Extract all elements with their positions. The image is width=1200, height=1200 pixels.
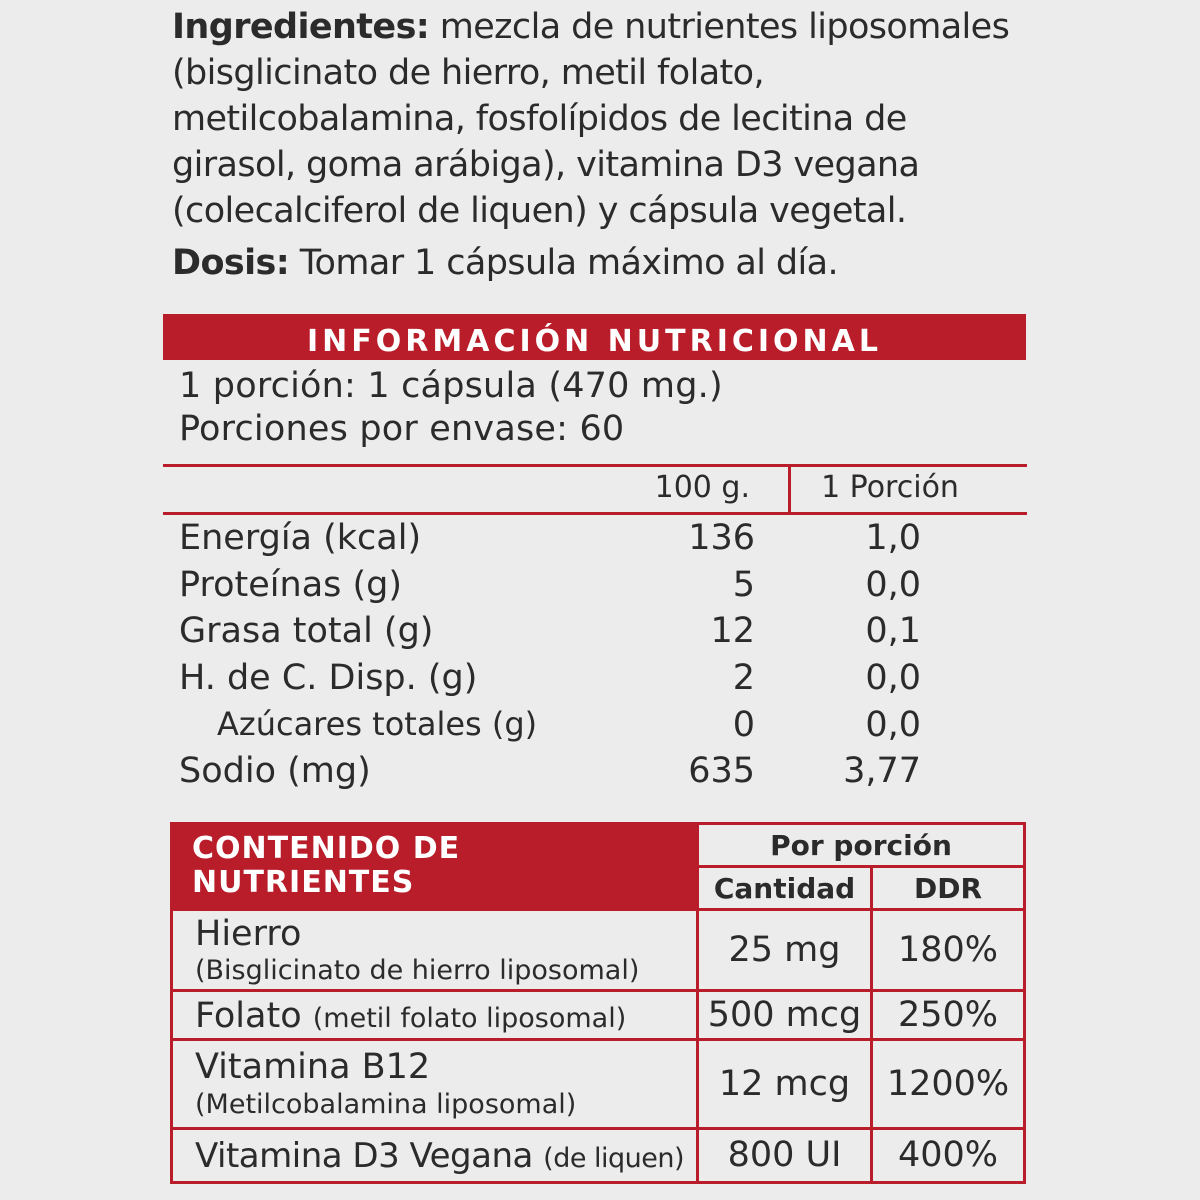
nutrition-header: INFORMACIÓN NUTRICIONAL xyxy=(163,314,1026,360)
column-portion: 1 Porción xyxy=(821,470,959,505)
nutrient-name: Vitamina B12 xyxy=(195,1047,431,1087)
nutrition-row xyxy=(179,611,979,657)
nutrition-row xyxy=(179,705,979,751)
nutrient-source: (Bisglicinato de hierro liposomal) xyxy=(195,955,640,986)
nutrition-row-100g: 5 xyxy=(732,565,755,605)
nutrition-row-100g: 136 xyxy=(688,518,755,558)
dosis-value: Tomar 1 cápsula máximo al día. xyxy=(299,243,839,283)
nutrition-row-100g: 635 xyxy=(688,751,755,791)
ingredients-line-1 xyxy=(172,4,1042,50)
nutrient-ddr: 1200% xyxy=(870,1038,1026,1130)
nutrition-row-name: Sodio (mg) xyxy=(179,751,371,791)
per-portion-header: Por porción xyxy=(696,822,1026,868)
nutrition-row-portion: 0,1 xyxy=(865,611,921,651)
servings-per-container: Porciones por envase: 60 xyxy=(179,409,625,449)
nutrition-row xyxy=(179,751,979,797)
nutrition-row xyxy=(179,565,979,611)
nutrient-name-line xyxy=(195,996,626,1036)
nutrition-row-name: Energía (kcal) xyxy=(179,518,422,558)
ingredients-line-5: (colecalciferol de liquen) y cápsula vegetal. xyxy=(172,191,907,231)
nutrient-source: (Metilcobalamina liposomal) xyxy=(195,1089,577,1120)
nutrient-ddr: 250% xyxy=(870,989,1026,1041)
nutrient-amount: 800 UI xyxy=(696,1127,873,1184)
amount-header: Cantidad xyxy=(696,865,873,911)
nutrition-row-100g: 12 xyxy=(710,611,755,651)
nutrition-row-portion: 1,0 xyxy=(865,518,921,558)
nutrient-amount: 25 mg xyxy=(696,908,873,992)
nutrient-name-cell xyxy=(170,908,699,992)
nutrient-amount: 12 mcg xyxy=(696,1038,873,1130)
nutrient-name-cell xyxy=(170,989,699,1041)
table-top-rule xyxy=(163,464,1027,467)
nutrition-row-100g: 2 xyxy=(732,658,755,698)
nutrition-row-portion: 0,0 xyxy=(865,565,921,605)
ingredients-line-3: metilcobalamina, fosfolípidos de lecitina de xyxy=(172,99,907,139)
nutrition-row-name: Proteínas (g) xyxy=(179,565,403,605)
ddr-header: DDR xyxy=(870,865,1026,911)
nutrition-row-name: Grasa total (g) xyxy=(179,611,434,651)
nutrition-row-100g: 0 xyxy=(732,705,755,745)
nutrition-row-name: H. de C. Disp. (g) xyxy=(179,658,478,698)
ingredients-label: Ingredientes: xyxy=(172,7,430,47)
nutrition-row xyxy=(179,658,979,704)
nutrient-title-line-2: NUTRIENTES xyxy=(192,865,415,900)
nutrient-name-cell xyxy=(170,1038,699,1130)
nutrient-amount: 500 mcg xyxy=(696,989,873,1041)
table-header-rule xyxy=(163,512,1027,515)
nutrient-source: (de liquen) xyxy=(543,1143,685,1174)
ingredients-text xyxy=(172,4,1042,234)
nutrient-name: Vitamina D3 Vegana xyxy=(195,1136,533,1176)
nutrition-row xyxy=(179,518,979,564)
ingredients-line-4: girasol, goma arábiga), vitamina D3 vegana xyxy=(172,145,920,185)
ingredients-line-2: (bisglicinato de hierro, metil folato, xyxy=(172,53,765,93)
nutrient-ddr: 180% xyxy=(870,908,1026,992)
nutrient-name-cell xyxy=(170,1127,699,1184)
nutrition-row-portion: 0,0 xyxy=(865,705,921,745)
nutrient-name: Folato xyxy=(195,996,302,1036)
column-100g: 100 g. xyxy=(654,470,750,505)
column-separator xyxy=(788,467,791,512)
nutrient-table-title xyxy=(170,822,698,908)
nutrient-ddr: 400% xyxy=(870,1127,1026,1184)
nutrient-content-table xyxy=(170,822,1026,1186)
nutrition-row-portion: 3,77 xyxy=(843,751,921,791)
nutrition-row-portion: 0,0 xyxy=(865,658,921,698)
nutrient-name-line xyxy=(195,1136,684,1176)
portion-size: 1 porción: 1 cápsula (470 mg.) xyxy=(179,366,723,406)
dosis-text xyxy=(172,240,1042,286)
ingredients-line-text: mezcla de nutrientes liposomales xyxy=(439,7,1010,47)
dosis-label: Dosis: xyxy=(172,243,290,283)
nutrient-source: (metil folato liposomal) xyxy=(312,1003,627,1034)
nutrient-name: Hierro xyxy=(195,914,302,954)
nutrient-title-line-1: CONTENIDO DE xyxy=(192,831,461,866)
nutrition-row-name: Azúcares totales (g) xyxy=(217,705,538,743)
